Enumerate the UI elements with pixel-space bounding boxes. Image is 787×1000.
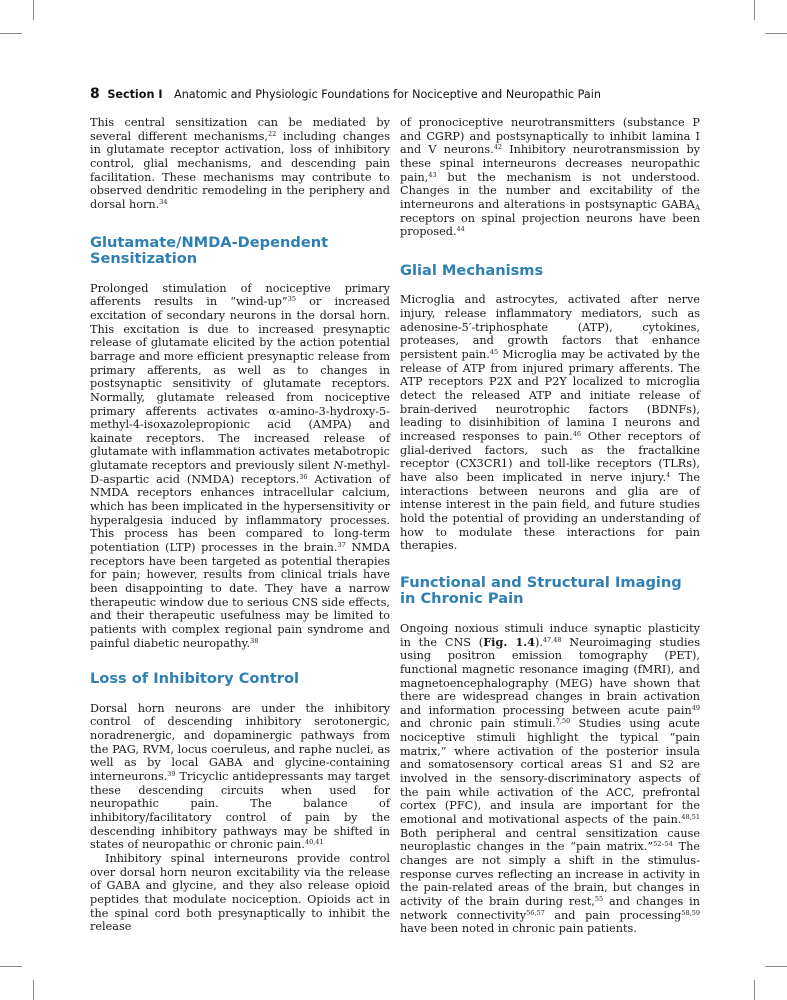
running-head	[90, 86, 710, 102]
citation: 43	[428, 170, 437, 179]
paragraph-imaging: Ongoing noxious stimuli induce synaptic plasticity in the CNS (Fig. 1.4).$^{47,48}$ Neuroimaging studies using positron emission tomography (PET), functional magnetic resonance imaging (fMRI), and magnetoencephalography (MEG) have shown that there are widespread changes in brain activation and information processing between acute pain$^{49}$ and chronic pain stimuli.$^{7,50}$ Studies using acute nociceptive stimuli highlight the typical “pain matrix,” where activation of the posterior insula and somatosensory cortical areas S1 and S2 are involved in the sensory-discriminatory aspects of the pain while activation of the ACC, prefrontal cortex (PFC), and insula are important for the emotional and motivational aspects of the pain.$^{48,51}$ Both peripheral and central sensitization cause neuroplastic changes in the “pain matrix.”$^{52-54}$ The changes are not simply a shift in the stimulus-response curves reflecting an increase in activity in the pain-related areas of the brain, but changes in activity of the brain during rest,$^{55}$ and changes in network connectivity$^{56,57}$ and pain processing$^{58,59}$ have been noted in chronic pain patients.	[400, 621, 701, 936]
left-column	[90, 116, 390, 934]
citation: 48,51	[681, 813, 700, 822]
crop-mark-bottom-right	[754, 980, 755, 1000]
right-column	[400, 116, 700, 936]
paragraph-glial: Microglia and astrocytes, activated after nerve injury, release inflammatory mediators, such as adenosine-5′-triphosphate (ATP), cytokines, proteases, and growth factors that enhance persistent pain.$^{45}$ Microglia may be activated by the release of ATP from injured primary afferents. The ATP receptors P2X and P2Y localized to microglia detect the released ATP and initiate release of brain-derived neurotrophic factors (BDNFs), leading to disinhibition of lamina I neurons and increased responses to pain.$^{46}$ Other receptors of glial-derived factors, such as the fractalkine receptor (CX3CR1) and toll-like receptors (TLRs), have also been implicated in nerve injury.$^4$ The interactions between neurons and glia are of intense interest in the pain field, and future studies hold the potential of providing an understanding of how to modulate these interactions for pain therapies.	[400, 293, 700, 553]
heading-glial: Glial Mechanisms	[400, 261, 544, 279]
citation: 39	[167, 770, 176, 779]
crop-mark-top-left	[33, 0, 34, 20]
section-label: Section I	[107, 88, 163, 101]
figure-reference: Fig. 1.4	[483, 634, 535, 649]
crop-mark-top-right	[765, 33, 787, 34]
citation: 4	[666, 470, 671, 479]
paragraph-continued: of pronociceptive neurotransmitters (substance P and CGRP) and postsynaptically to inhibit lamina I and V neurons.$^{42}$ Inhibitory neurotransmission by these spinal interneurons decreases neuropathic pain,$^{43}$ but the mechanism is not understood. Changes in the number and excitability of the interneurons and alterations in postsynaptic $GABA_A$ receptors on spinal projection neurons have been proposed.$^{44}$	[400, 116, 701, 239]
heading-inhibitory: Loss of Inhibitory Control	[90, 670, 300, 688]
citation: 40,41	[304, 838, 324, 847]
citation: 55	[594, 895, 604, 903]
citation: 46	[572, 429, 582, 438]
crop-mark-top-left	[0, 33, 22, 34]
citation: 52–54	[653, 840, 673, 849]
citation: 47,48	[542, 635, 562, 644]
citation: 49	[691, 703, 700, 712]
crop-mark-top-right	[754, 0, 755, 20]
crop-mark-bottom-right	[765, 966, 787, 967]
citation: 58,59	[681, 908, 700, 917]
citation: 44	[456, 225, 465, 234]
crop-mark-bottom-left	[0, 966, 22, 967]
citation: 34	[159, 197, 168, 206]
citation: 37	[337, 541, 346, 550]
citation: 36	[299, 472, 308, 481]
paragraph-glutamate: Prolonged stimulation of nociceptive primary afferents results in “wind-up”$^{35}$ or increased excitation of secondary neurons in the dorsal horn. This excitation is due to increased presynaptic release of glutamate elicited by the action potential barrage and more efficient presynaptic release from primary afferents, as well as to changes in postsynaptic sensitivity of glutamate receptors. Normally, glutamate released from nociceptive primary afferents activates α-amino-3-hydroxy-5-methyl-4-isoxazolepropionic acid (AMPA) and kainate receptors. The increased release of glutamate with inflammation activates metabotropic glutamate receptors and previously silent N-methyl-D-aspartic acid (NMDA) receptors.$^{36}$ Activation of NMDA receptors enhances intracellular calcium, which has been implicated in the hypersensitivity or hyperalgesia induced by inflammatory processes. This process has been compared to long-term potentiation (LTP) processes in the brain.$^{37}$ NMDA receptors have been targeted as potential therapies for pain; however, results from clinical trials have been disappointing to date. They have a narrow therapeutic window due to serious CNS side effects, and their therapeutic usefulness may be limited to patients with complex regional pain syndrome and painful diabetic neuropathy.$^{38}$	[90, 281, 390, 650]
citation: 38	[250, 636, 259, 645]
paragraph-interneurons: Inhibitory spinal interneurons provide control over dorsal horn neuron excitability via the release of GABA and glycine, and they also release opioid peptides that modulate nociception. Opioids act in the spinal cord both presynaptically to inhibit the release	[90, 852, 390, 934]
citation: 7,50	[555, 717, 571, 726]
crop-mark-bottom-left	[33, 980, 34, 1000]
paragraph-inhibitory: Dorsal horn neurons are under the inhibitory control of descending inhibitory serotonergic, noradrenergic, and dopaminergic pathways from the PAG, RVM, locus coeruleus, and raphe nuclei, as well as by local GABA and glycine-containing interneurons.$^{39}$ Tricyclic antidepressants may target these descending circuits when used for neuropathic pain. The balance of inhibitory/facilitatory control of pain by the descending inhibitory pathways may be shifted in states of neuropathic or chronic pain.$^{40,41}$	[90, 701, 390, 852]
citation: 35	[287, 295, 296, 304]
citation: 42	[493, 143, 502, 152]
citation: 56,57	[526, 908, 545, 917]
paragraph-intro: This central sensitization can be mediated by several different mechanisms,$^{22}$ including changes in glutamate receptor activation, loss of inhibitory control, glial mechanisms, and descending pain facilitation. These mechanisms may contribute to observed dendritic remodeling in the periphery and dorsal horn.$^{34}$	[90, 116, 390, 211]
section-title: Anatomic and Physiologic Foundations for Nociceptive and Neuropathic Pain	[174, 88, 601, 101]
citation: 22	[267, 129, 277, 138]
heading-glutamate: Glutamate/NMDA-Dependent Sensitization	[90, 233, 329, 268]
page-number: 8	[90, 86, 100, 102]
citation: 45	[489, 348, 499, 357]
heading-imaging: Functional and Structural Imaging in Chronic Pain	[400, 573, 682, 608]
